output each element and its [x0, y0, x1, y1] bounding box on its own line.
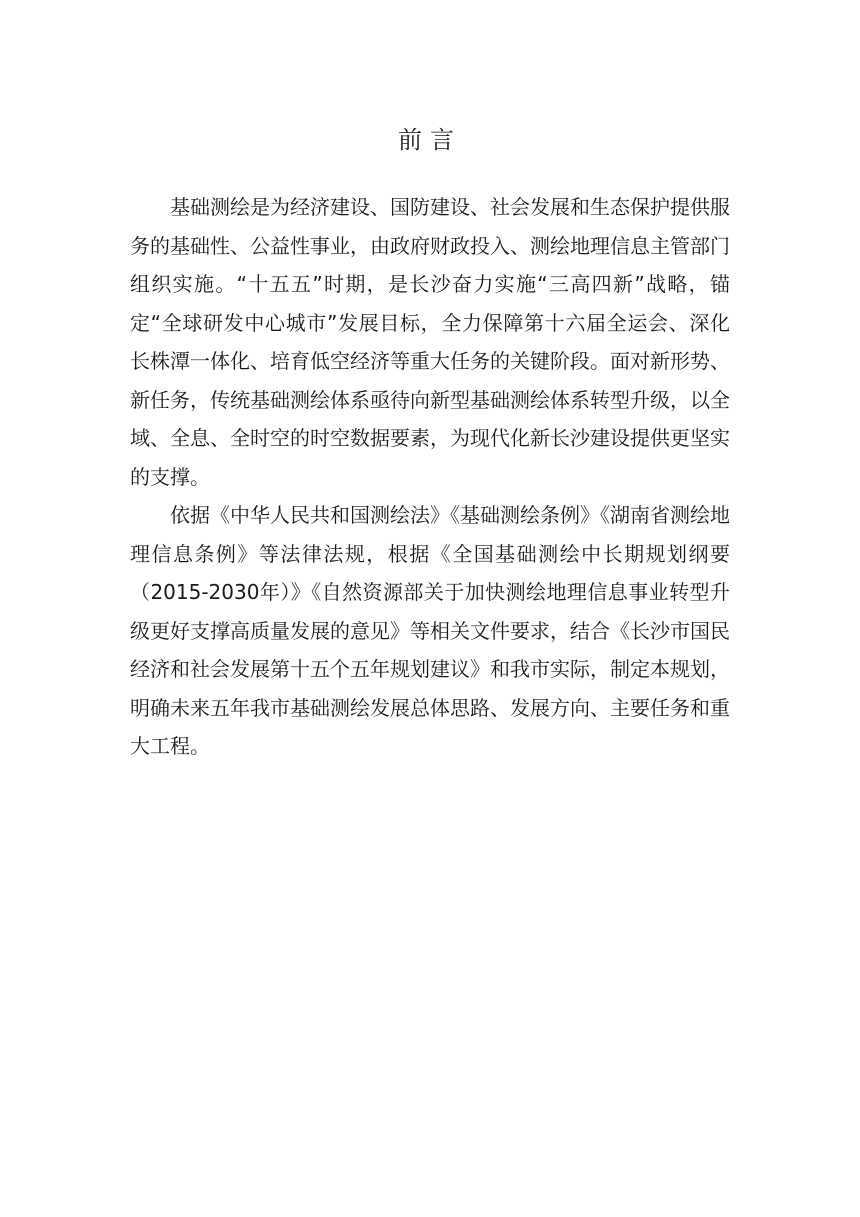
paragraph-2: 依据《中华人民共和国测绘法》《基础测绘条例》《湖南省测绘地理信息条例》等法律法规，根据《全国基础测绘中长期规划纲要（2015-2030年）》《自然资源部关于加快测绘地理信息事业转型升级更好支撑高质量发展的意见》等相关文件要求，结合《长沙市国民经济和社会发展第十五个五年规划建议》和我市实际，制定本规划，明确未来五年我市基础测绘发展总体思路、发展方向、主要任务和重大工程。 — [130, 503, 730, 758]
document-body — [130, 188, 730, 766]
page-title: 前言 — [398, 126, 462, 154]
paragraph-1: 基础测绘是为经济建设、国防建设、社会发展和生态保护提供服务的基础性、公益性事业，由政府财政投入、测绘地理信息主管部门组织实施。“十五五”时期，是长沙奋力实施“三高四新”战略，锚定“全球研发中心城市”发展目标，全力保障第十六届全运会、深化长株潭一体化、培育低空经济等重大任务的关键阶段。面对新形势、新任务，传统基础测绘体系亟待向新型基础测绘体系转型升级，以全域、全息、全时空的时空数据要素，为现代化新长沙建设提供更坚实的支撑。 — [130, 195, 730, 489]
